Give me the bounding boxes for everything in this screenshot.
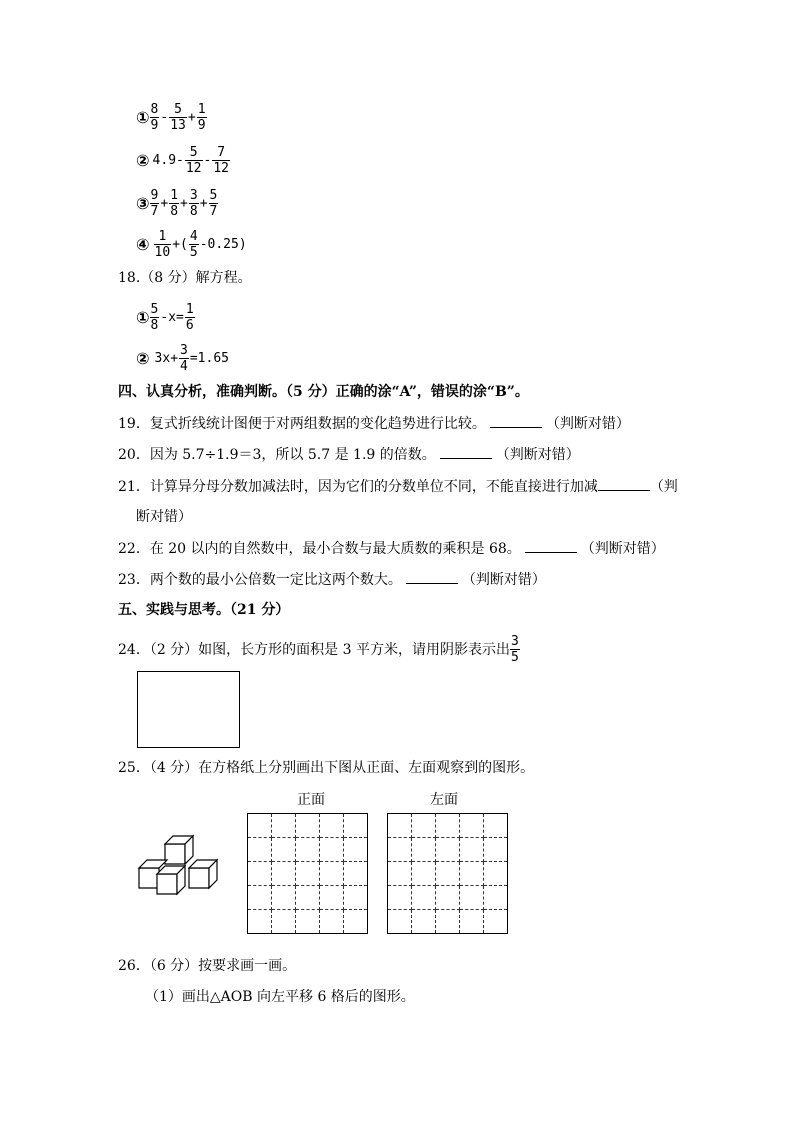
question-text: 24．（2 分）如图，长方形的面积是 3 平方米，请用阴影表示出	[118, 642, 510, 658]
question-suffix: （判	[649, 479, 678, 495]
q18-item-1	[136, 297, 195, 337]
left-view-label: 左面	[430, 792, 458, 808]
fraction: $\frac{5}{12}$	[185, 144, 202, 176]
question-text: 21．计算异分母分数加减法时，因为它们的分数单位不同，不能直接进行加减	[118, 479, 598, 495]
circle-number: ①	[136, 307, 150, 327]
operator: -	[203, 152, 212, 168]
circle-number: ②	[136, 348, 150, 368]
operand: 4.9-	[152, 152, 184, 168]
rectangle-figure[interactable]	[137, 671, 240, 748]
front-view-label: 正面	[297, 792, 325, 808]
question-21-continued: 断对错）	[136, 509, 192, 525]
operand: -x=	[160, 309, 184, 325]
fraction: $\frac{3}{5}$	[510, 633, 519, 665]
question-suffix: （判断对错）	[580, 541, 665, 557]
circle-number: ①	[136, 107, 150, 127]
circle-number: ④	[136, 234, 150, 254]
q17-item-1	[136, 97, 207, 137]
operator: +	[180, 195, 188, 211]
fraction: $\frac{4}{5}$	[189, 228, 198, 260]
question-25: 25．（4 分）在方格纸上分别画出下图从正面、左面观察到的图形。	[118, 760, 535, 776]
fraction: $\frac{1}{8}$	[170, 187, 179, 219]
section-5-title: 五、实践与思考。（21 分）	[118, 602, 290, 618]
front-view-grid[interactable]	[247, 813, 368, 934]
question-text: 19．复式折线统计图便于对两组数据的变化趋势进行比较。	[118, 416, 486, 432]
fraction: $\frac{1}{9}$	[197, 101, 206, 133]
q17-item-4	[136, 224, 248, 264]
operand: =1.65	[189, 350, 229, 366]
left-view-grid[interactable]	[387, 813, 508, 934]
q17-item-2	[136, 140, 230, 180]
question-text: 23．两个数的最小公倍数一定比这两个数大。	[118, 572, 402, 588]
operator: +	[199, 195, 208, 211]
question-19	[118, 413, 630, 434]
fraction: $\frac{1}{6}$	[185, 301, 194, 333]
answer-blank[interactable]	[598, 476, 650, 491]
circle-number: ②	[136, 150, 150, 170]
answer-blank[interactable]	[406, 569, 458, 584]
answer-blank[interactable]	[490, 413, 542, 428]
fraction: $\frac{7}{12}$	[213, 144, 229, 176]
question-22	[118, 538, 665, 559]
question-23	[118, 569, 546, 590]
fraction: $\frac{3}{4}$	[180, 342, 188, 374]
question-text: 20．因为 5.7÷1.9＝3，所以 5.7 是 1.9 的倍数。	[118, 447, 436, 463]
operator: +	[187, 109, 196, 125]
question-20	[118, 444, 580, 465]
operator: -	[160, 109, 169, 125]
q18-item-2	[136, 338, 230, 378]
section-4-title: 四、认真分析，准确判断。（5 分）正确的涂“A”，错误的涂“B”。	[118, 384, 529, 400]
answer-blank[interactable]	[525, 538, 577, 553]
fraction: $\frac{1}{10}$	[154, 228, 171, 260]
question-text: 22．在 20 以内的自然数中，最小合数与最大质数的乘积是 68。	[118, 541, 521, 557]
operand: -0.25)	[199, 236, 247, 252]
answer-blank[interactable]	[440, 444, 492, 459]
circle-number: ③	[136, 193, 150, 213]
question-26-sub-1: （1）画出△AOB 向左平移 6 格后的图形。	[145, 989, 415, 1005]
fraction: $\frac{3}{8}$	[189, 187, 198, 219]
fraction: $\frac{9}{7}$	[150, 187, 159, 219]
operator: +(	[172, 236, 188, 252]
q18-title: 18.（8 分）解方程。	[118, 270, 252, 286]
operand: 3x+	[154, 350, 179, 366]
question-suffix: （判断对错）	[461, 572, 546, 588]
q17-item-3	[136, 183, 218, 223]
fraction: $\frac{5}{13}$	[170, 101, 186, 133]
fraction: $\frac{8}{9}$	[150, 101, 159, 133]
question-suffix: （判断对错）	[495, 447, 580, 463]
question-21	[118, 476, 678, 497]
question-26: 26．（6 分）按要求画一画。	[118, 958, 297, 974]
cube-stack-figure	[135, 830, 230, 905]
fraction: $\frac{5}{7}$	[209, 187, 218, 219]
fraction: $\frac{5}{8}$	[150, 301, 159, 333]
question-suffix: （判断对错）	[545, 416, 630, 432]
operator: +	[160, 195, 169, 211]
question-24	[118, 629, 520, 669]
